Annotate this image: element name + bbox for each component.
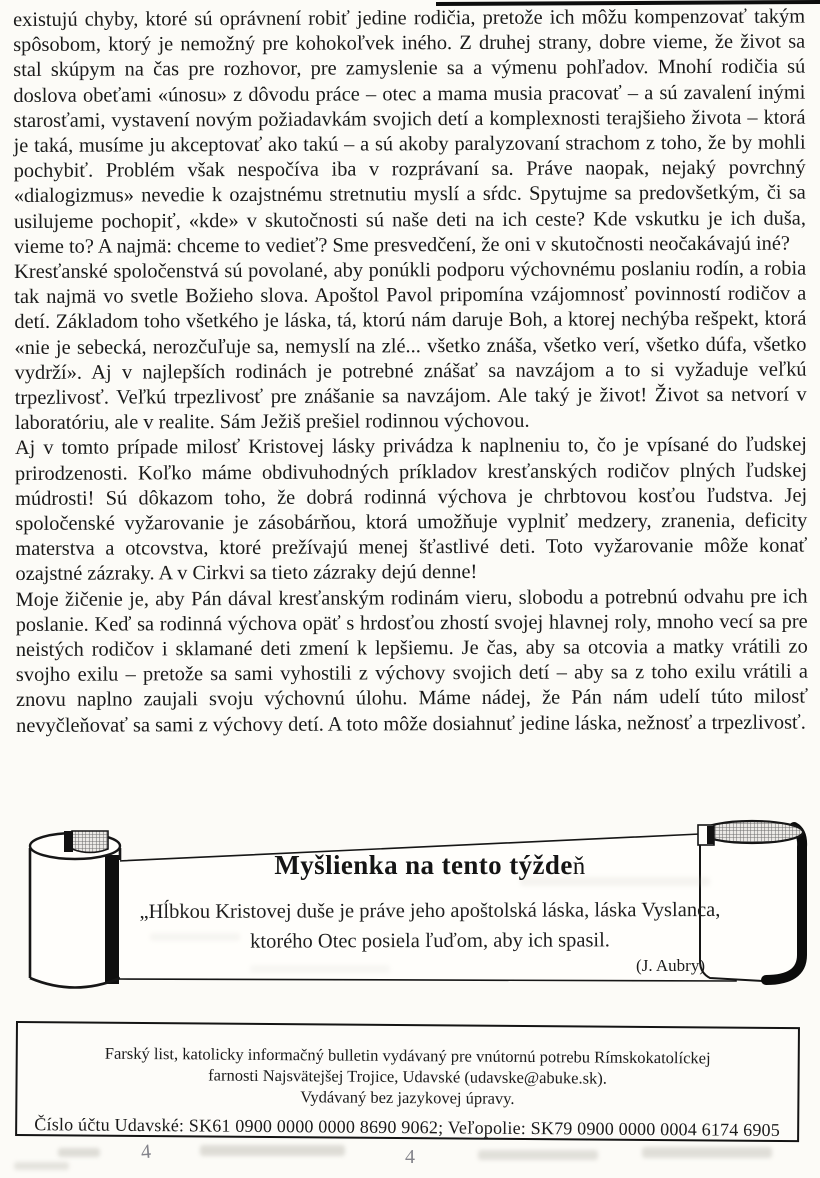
article-paragraph-3: Aj v tomto prípade milosť Kristovej lásky privádza k naplneniu to, čo je vpísané do ľudskej prirodzenosti. Koľko máme obdivuhodných príkladov kresťanských rodičov plných ľudskej múdrosti! Sú dôkazom toho, že dobrá rodinná výchova je chrbtovou kosťou ľudstva. Jej spoločenské vyžarovanie je zásobárňou, ktorá umožňuje vyplniť medzery, zranenia, deficity materstva a otcovstva, ktoré prežívajú menej šťastlivé deti. Toto vyžarovanie môže konať ozajstné zázraky. A v Cirkvi sa tieto zázraky dejú denne! (14, 433, 808, 586)
imprint-line-2: farnosti Najsvätejšej Trojice, Udavské (udavske@abuke.sk). (208, 1065, 608, 1088)
quote-attribution: (J. Aubry) (636, 956, 705, 975)
imprint-note: Vydávaný bez jazykovej úpravy. (300, 1087, 515, 1108)
bleed-through-mark (200, 1145, 345, 1156)
page-number-left: 4 (140, 1140, 152, 1164)
article-paragraph-2: Kresťanské spoločenstvá sú povolané, aby ponúkli podporu výchovnému poslaniu rodín, a robia tak najmä vo svetle Božieho slova. Apoštol Pavol pripomína vzájomnosť povinností rodičov a detí. Základom toho všetkého je láska, tá, ktorú nám daruje Boh, a ktorej nechýba rešpekt, ktorá «nie je sebecká, nerozčuľuje sa, nemyslí na zlé... všetko znáša, všetko verí, všetko dúfa, všetko vydrží». Aj v najlepších rodinách je potrebné znášať sa navzájom a to si vyžaduje veľkú trpezlivosť. Veľkú trpezlivosť pre znášanie sa navzájom. Ale taký je život! Život sa netvorí v laboratóriu, ale v realite. Sám Ježiš prešiel rodinnou výchovou. (14, 257, 807, 435)
scroll-text-area (0, 815, 820, 1020)
page-number-center: 4 (405, 1146, 415, 1168)
imprint-line-1: Farský list, katolicky informačný bulletin vydávaný pre vnútornú potrebu Rímskokatolíckej (104, 1043, 711, 1068)
bleed-through-mark (14, 1162, 69, 1170)
bleed-through-mark (642, 1147, 772, 1158)
imprint-description (18, 1043, 798, 1090)
weekly-thought-scroll-banner (0, 815, 820, 1020)
quote-line-1: „Hĺbkou Kristovej duše je práve jeho apoštolská láska, láska Vyslanca, (139, 898, 721, 924)
quote-line-2: ktorého Otec posiela ľuďom, aby ich spasil. (250, 929, 610, 953)
weekly-thought-title-tail: ň (572, 853, 586, 880)
bleed-through-mark (478, 1150, 598, 1160)
imprint-account-numbers: Číslo účtu Udavské: SK61 0900 0000 0000 8690 9062; Veľopolie: SK79 0900 0000 0004 6174 6905 (34, 1114, 781, 1141)
article-text (13, 5, 808, 739)
article-paragraph-1: existujú chyby, ktoré sú oprávnení robiť jedine rodičia, pretože ich môžu kompenzovať takým spôsobom, ktorý je nemožný pre kohokoľvek iného. Z druhej strany, dobre vieme, že život sa stal skúpym na čas pre rozhovor, pre zamyslenie sa a výmenu pohľadov. Mnohí rodičia sú doslova obeťami «únosu» z dôvodu práce – otec a mama musia pracovať – a sú zavalení inými starosťami, vystavení novým požiadavkám svojich detí a komplexnosti terajšieho života – ktorá je taká, musíme ju akceptovať ako takú – a sú akoby paralyzovaní strachom z toho, že by mohli pochybiť. Problém však nespočíva iba v rozprávaní sa. Práve naopak, nejaký povrchný «dialogizmus» nevedie k ozajstnému stretnutiu myslí a sŕdc. Spytujme sa predovšetkým, či sa usilujeme pochopiť, «kde» v skutočnosti sú naše deti na ich ceste? Kde vskutku je ich duša, vieme to? A najmä: chceme to vedieť? Sme presvedčení, že oni v skutočnosti neočakávajú iné? (13, 5, 806, 258)
imprint-box (15, 1021, 800, 1142)
weekly-thought-title-main: Myšlienka na tento týžde (274, 850, 573, 880)
weekly-thought-quote (110, 895, 750, 957)
bleed-through-mark (58, 1148, 100, 1157)
weekly-thought-title (140, 850, 720, 881)
article-paragraph-4: Moje žičenie je, aby Pán dával kresťanským rodinám vieru, slobodu a potrebnú odvahu pre ich poslanie. Keď sa rodinná výchova opäť s hrdosťou zhostí svojej hlavnej roly, mnoho vecí sa pre neistých rodičov i sklamané deti zmení k lepšiemu. Je čas, aby sa otcovia a matky vrátili zo svojho exilu – pretože sa sami vyhostili z výchovy svojich detí – aby sa z toho exilu vrátili a znovu naplno zaujali svoju výchovnú úlohu. Máme nádej, že Pán nám udelí túto milosť nevyčleňovať sa sami z výchovy detí. A toto môže dosiahnuť jedine láska, nežnosť a trpezlivosť. (15, 585, 809, 737)
